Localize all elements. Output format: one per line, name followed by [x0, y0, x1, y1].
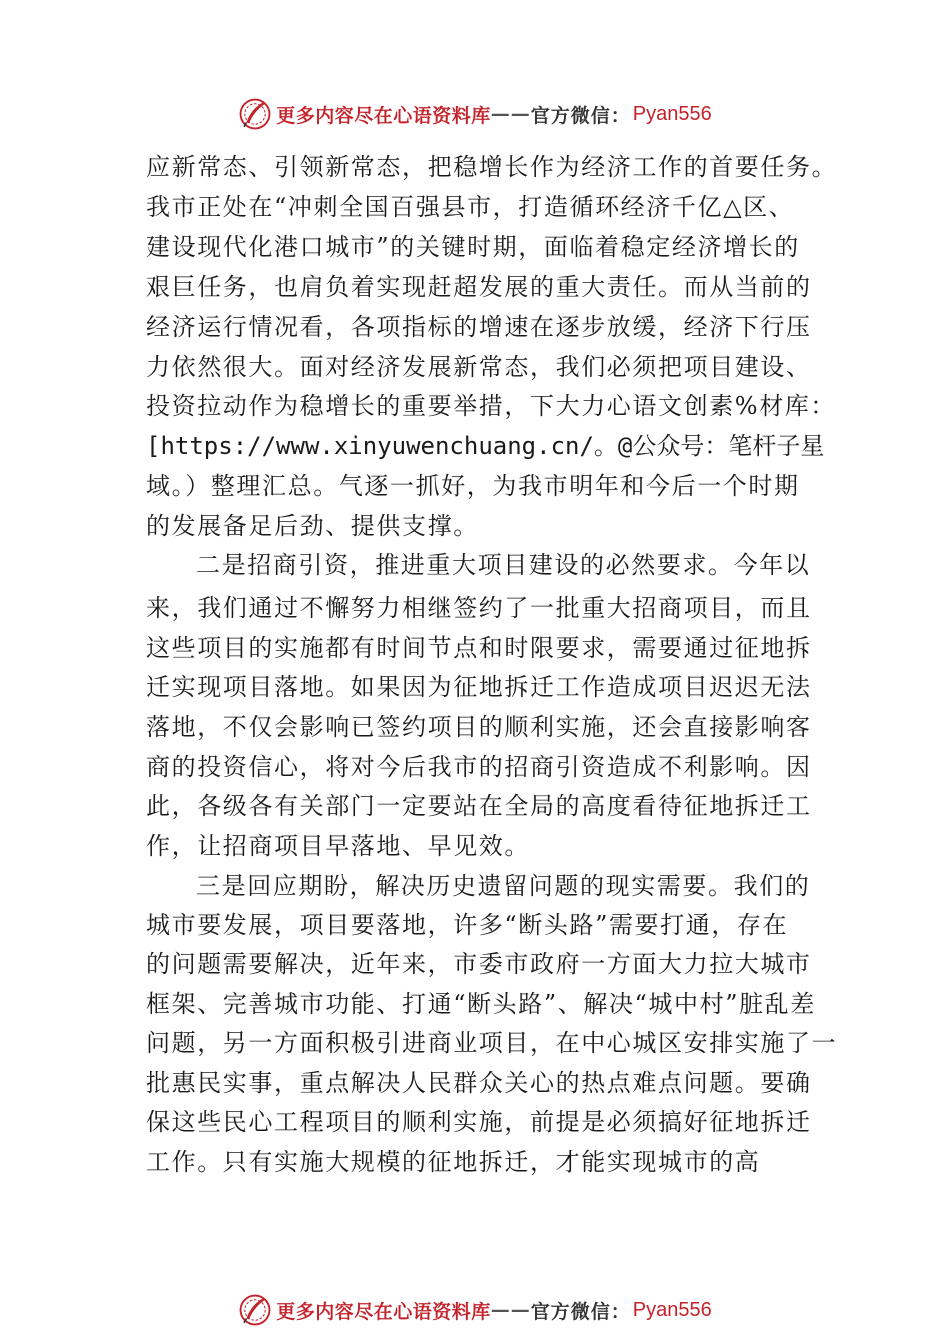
text-line: 此，各级各有关部门一定要站在全局的高度看待征地拆迁工 — [146, 792, 812, 820]
text-line: 落地，不仅会影响已签约项目的顺利实施，还会直接影响客 — [146, 713, 812, 741]
quill-pen-logo-icon — [238, 1293, 272, 1327]
text-line: 保这些民心工程项目的顺利实施，前提是必须搞好征地拆迁 — [146, 1108, 812, 1136]
banner-separator: —— — [490, 1299, 531, 1321]
text-line: 批惠民实事，重点解决人民群众关心的热点难点问题。要确 — [146, 1069, 812, 1097]
text-line: 经济运行情况看，各项指标的增速在逐步放缓，经济下行压 — [146, 313, 812, 341]
text-line: 的问题需要解决，近年来，市委市政府一方面大力拉大城市 — [146, 950, 812, 978]
text-line: 我市正处在“冲刺全国百强县市，打造循环经济千亿△区、 — [146, 193, 795, 221]
text-line: 作，让招商项目早落地、早见效。 — [146, 832, 530, 860]
text-line: 工作。只有实施大规模的征地拆迁，才能实现城市的高 — [146, 1148, 761, 1176]
footer-watermark-banner — [0, 1290, 950, 1330]
wechat-id: Pyan556 — [632, 102, 712, 125]
text-line: 框架、完善城市功能、打通“断头路”、解决“城中村”脏乱差 — [146, 990, 816, 1018]
paragraph-start-line: 三是回应期盼，解决历史遗留问题的现实需要。我们的 — [196, 872, 811, 900]
text-line: 这些项目的实施都有时间节点和时限要求，需要通过征地拆 — [146, 634, 812, 662]
text-line: 的发展备足后劲、提供支撑。 — [146, 512, 479, 540]
text-line: 来，我们通过不懈努力相继签约了一批重大招商项目，而且 — [146, 594, 812, 622]
paragraph-start-line: 二是招商引资，推进重大项目建设的必然要求。今年以 — [196, 551, 811, 579]
text-line: 域。）整理汇总。气逐一抓好，为我市明年和今后一个时期 — [146, 472, 800, 500]
wechat-label: 官方微信： — [530, 1300, 631, 1323]
banner-separator: —— — [490, 103, 531, 125]
text-line: 投资拉动作为稳增长的重要举措，下大力心语文创素%材库： — [146, 392, 837, 420]
wechat-label: 官方微信： — [530, 104, 631, 127]
library-brand-text: 更多内容尽在心语资料库 — [276, 104, 491, 127]
text-line: 迁实现项目落地。如果因为征地拆迁工作造成项目迟迟无法 — [146, 673, 812, 701]
text-line-url: [https://www.xinyuwenchuang.cn/。@公众号：笔杆子星 — [146, 432, 825, 460]
text-line: 力依然很大。面对经济发展新常态，我们必须把项目建设、 — [146, 353, 812, 381]
wechat-id: Pyan556 — [632, 1298, 712, 1321]
text-line: 艰巨任务，也肩负着实现赶超发展的重大责任。而从当前的 — [146, 273, 812, 301]
library-brand-text: 更多内容尽在心语资料库 — [276, 1300, 491, 1323]
text-line: 应新常态、引领新常态，把稳增长作为经济工作的首要任务。 — [146, 153, 838, 181]
text-line: 商的投资信心，将对今后我市的招商引资造成不利影响。因 — [146, 753, 812, 781]
text-line: 城市要发展，项目要落地，许多“断头路”需要打通，存在 — [146, 911, 789, 939]
text-line: 问题，另一方面积极引进商业项目，在中心城区安排实施了一 — [146, 1029, 838, 1057]
text-line: 建设现代化港口城市”的关键时期，面临着稳定经济增长的 — [146, 233, 800, 261]
